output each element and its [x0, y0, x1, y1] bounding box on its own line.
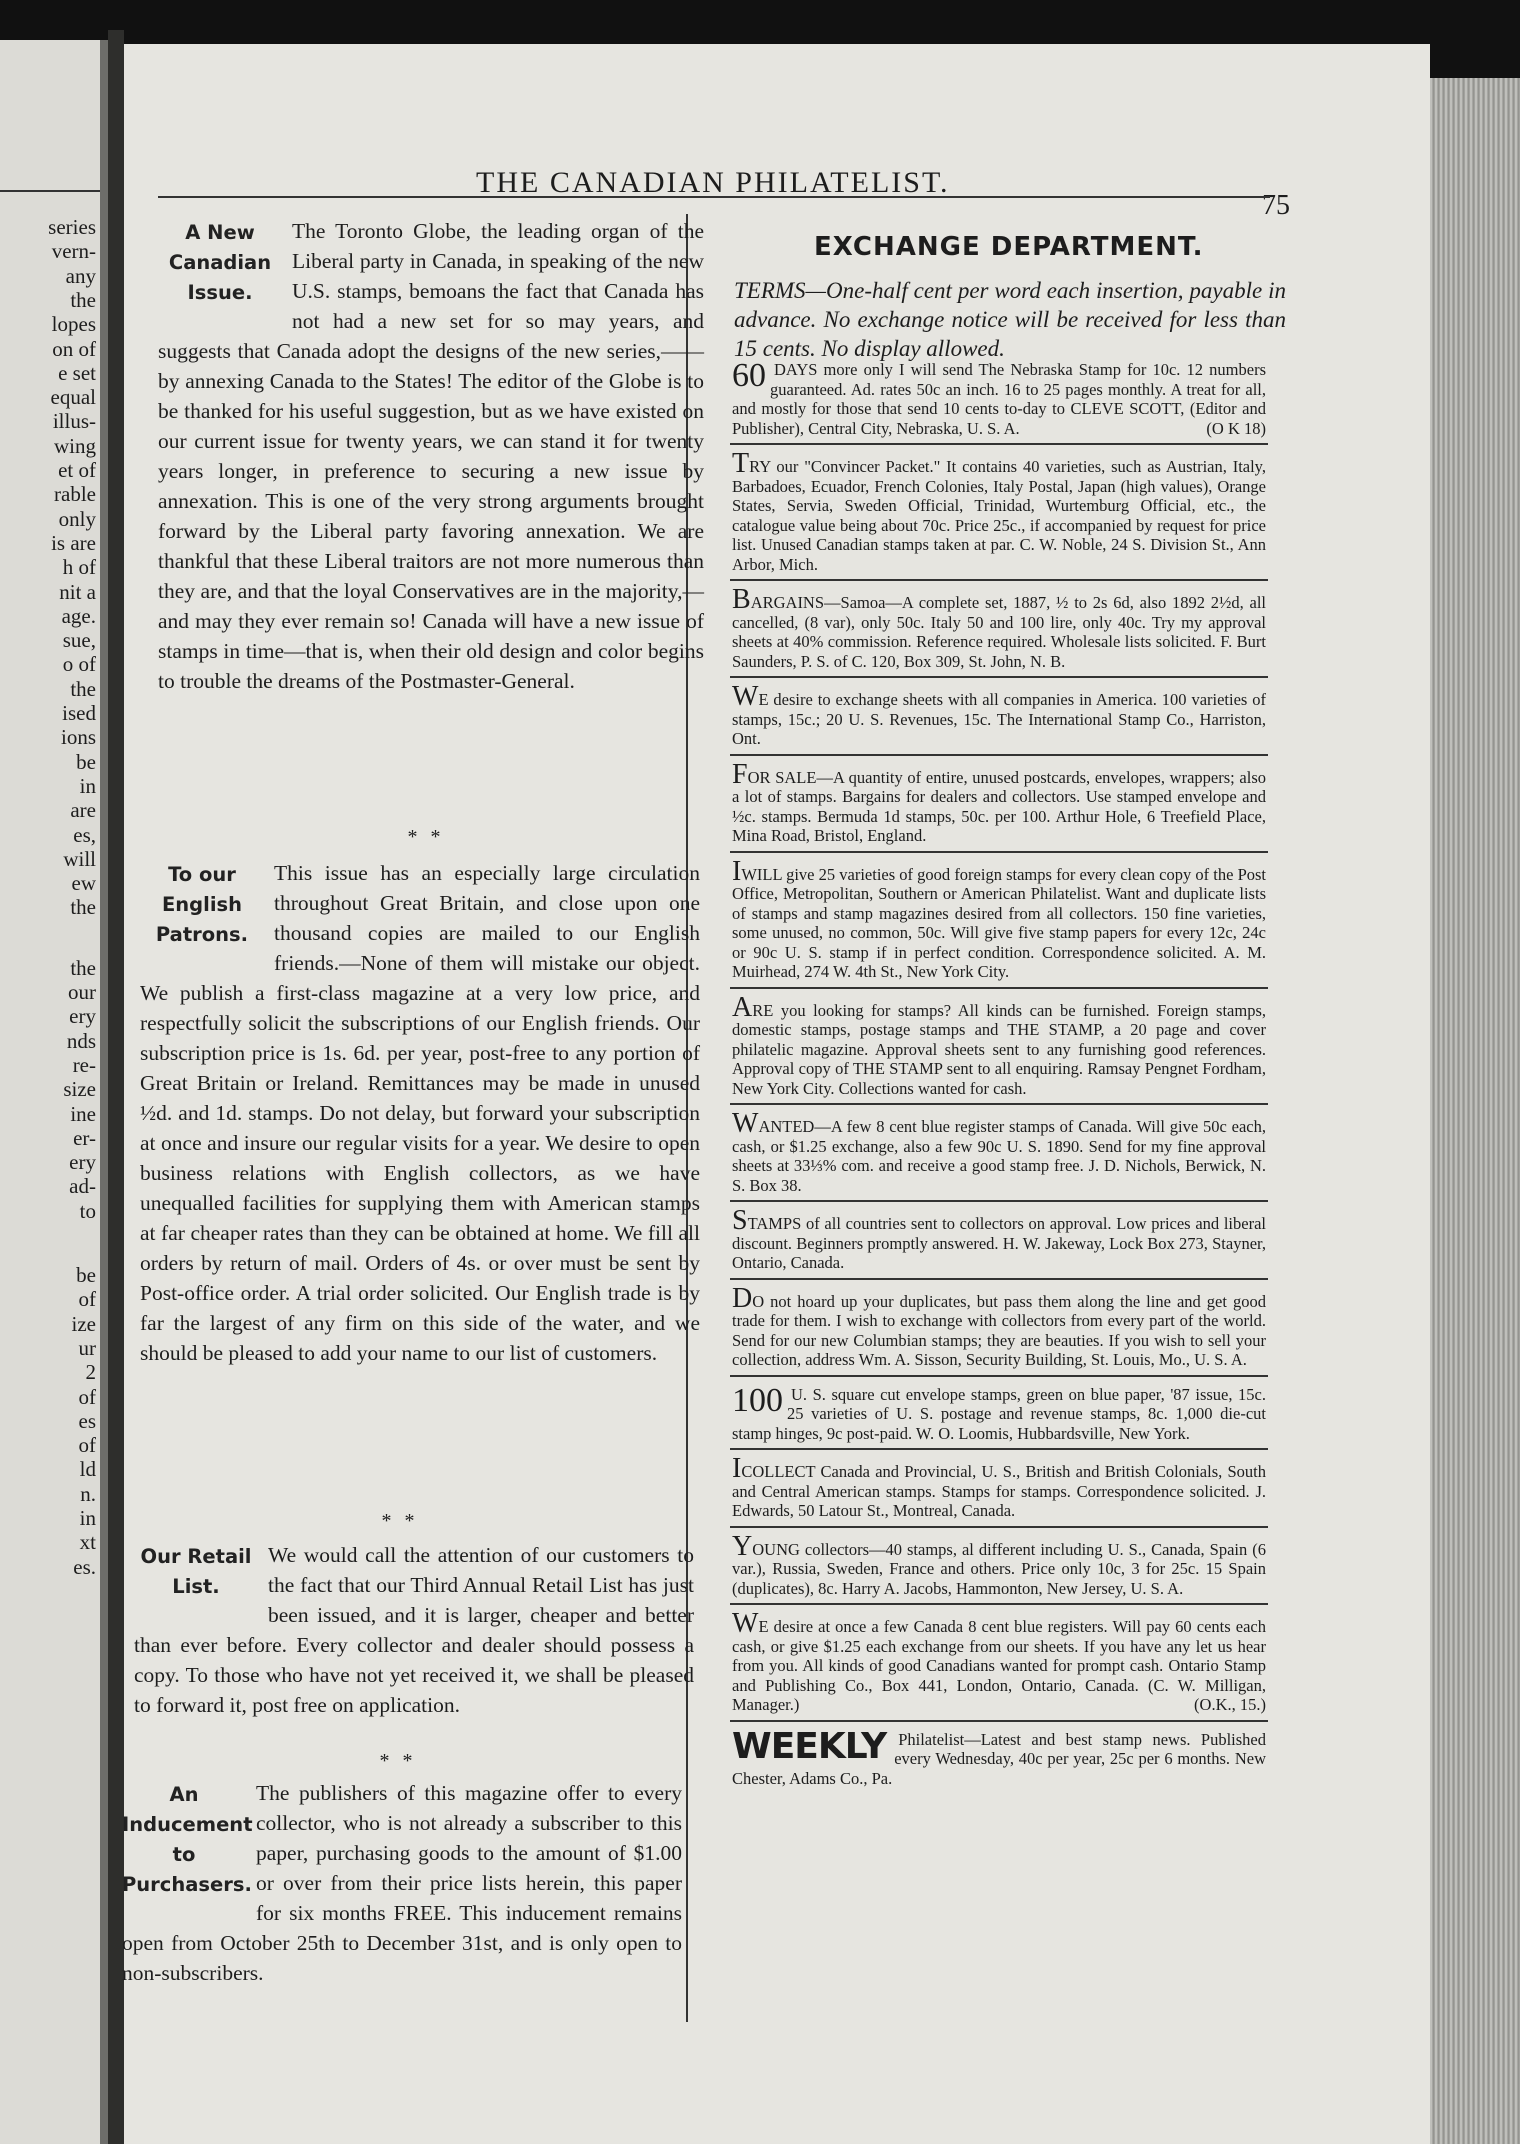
exchange-ad: [730, 584, 1268, 678]
left-page-fragment: es: [78, 1408, 96, 1433]
left-page-fragment: the: [70, 287, 96, 312]
left-page-fragment: illus-: [52, 409, 96, 434]
ad-text: O not hoard up your duplicates, but pass them along the line and get good trade for them. I wish to exchange with collectors from every part of the world. Send for our new Columbian stamps; they are beauties. If you wish to sell your collection, address Wm. A. Sisson, Security Building, St. Louis, Mo., U. S. A.: [732, 1291, 1266, 1369]
left-page-fragment: be: [76, 1263, 96, 1287]
left-page-fragment: of: [78, 1384, 96, 1409]
left-page-fragment: ew: [71, 871, 96, 896]
heading-inducement: An Inducement to Purchasers.: [122, 1783, 253, 1896]
exchange-ad: [730, 991, 1268, 1106]
left-page-fragment: ery: [69, 1150, 96, 1175]
left-page-fragment: ions: [60, 725, 96, 750]
left-page-fragment: series: [48, 215, 96, 239]
page-number: 75: [1262, 190, 1290, 221]
article-text: We would call the attention of our customers to the fact that our Third Annual Retail List has just been issued, and it is larger, cheaper and better than ever before. Every collector and dealer should possess a copy. To those who have not yet received it, we shall be pleased to forward it, post free on application.: [134, 1543, 694, 1717]
left-page-margin: [0, 40, 108, 2144]
left-page-fragment: n.: [80, 1481, 96, 1506]
left-page-fragment: is are: [51, 530, 96, 555]
ad-text: E desire to exchange sheets with all companies in America. 100 varieties of stamps, 15c.; 20 U. S. Revenues, 15c. The International Stamp Co., Harriston, Ont.: [732, 690, 1266, 748]
left-page-fragment: h of: [62, 555, 96, 580]
left-page-fragment: be: [76, 749, 96, 774]
left-page-fragment: ad-: [69, 1174, 96, 1199]
left-page-fragment: vern-: [51, 239, 96, 264]
exchange-terms: TERMS—One-half cent per word each insertion, payable in advance. No exchange notice will be received for less than 15 cents. No display allowed.: [734, 278, 1286, 361]
exchange-ad: [730, 1205, 1268, 1280]
exchange-ad: [730, 448, 1268, 581]
exchange-ad: [730, 1530, 1268, 1606]
ad-text: ANTED—A few 8 cent blue register stamps of Canada. Will give 50c each, cash, or $1.25 exchange, also a few 90c U. S. 1890. Send for my fine approval sheets at 33⅓% com. and receive a good stamp free. J. D. Nichols, Berwick, N. S. Box 38.: [732, 1117, 1266, 1195]
exchange-department-title: EXCHANGE DEPARTMENT.: [814, 232, 1204, 262]
left-page-fragment: ery: [69, 1004, 96, 1029]
left-page-fragment: et of: [58, 458, 96, 482]
ad-lead: WEEKLY: [732, 1725, 887, 1767]
ad-lead: I: [732, 1453, 742, 1484]
separator-stars: * *: [381, 1510, 419, 1532]
left-page-fragment: the: [70, 676, 96, 701]
article-text: This issue has an especially large circulation throughout Great Britain, and close upon one thousand copies are mailed to our English friends.—None of them will mistake our object. We publish a first-class magazine at a very low price, and respectfully solicit the subscriptions of our English friends. Our subscription price is 1s. 6d. per year, post-free to any portion of Great Britain or Ireland. Remittances may be made in unused ½d. and 1d. stamps. Do not delay, but forward your subscription at once and insure our regular visits for a year. We desire to open business relations with English collectors, as we have unequalled facilities for supplying them with American stamps at far cheaper rates than they can be obtained at home. We fill all orders by return of mail. Orders of 4s. or over must be sent by Post-office order. A trial order solicited. Our English trade is by far the largest of any firm on this side of the water, and we should be pleased to add your name to our list of customers.: [140, 861, 700, 1365]
ad-lead: W: [732, 1608, 759, 1639]
header-rule: [158, 196, 1270, 198]
ad-tag: (O K 18): [1206, 418, 1266, 438]
left-page-fragment: in: [79, 1506, 96, 1530]
left-page-fragment: size: [63, 1077, 96, 1102]
exchange-ad: [730, 1282, 1268, 1377]
left-page-fragment: re-: [72, 1052, 96, 1077]
ad-lead: I: [732, 855, 742, 887]
left-page-rule: [0, 190, 100, 192]
left-page-fragment: to: [79, 1198, 96, 1223]
article-inducement: [122, 1778, 682, 1988]
ad-lead: W: [732, 1108, 759, 1139]
left-page-fragment: on of: [52, 336, 96, 361]
page-stack-edges: [1430, 78, 1520, 2144]
exchange-ad: [730, 1453, 1268, 1528]
left-page-fragment: sue,: [62, 628, 96, 653]
heading-retail-list: Our Retail List.: [140, 1545, 252, 1598]
heading-english-patrons: To our English Patrons.: [155, 863, 249, 946]
ad-lead: B: [732, 584, 751, 615]
exchange-ad: [730, 681, 1268, 756]
left-page-fragment: our: [68, 980, 96, 1004]
exchange-ad: [730, 1725, 1268, 1794]
exchange-ad: [730, 1608, 1268, 1722]
ad-lead: F: [732, 758, 748, 790]
left-page-fragment: are: [70, 798, 96, 823]
ad-text: OUNG collectors—40 stamps, al different including U. S., Canada, Spain (6 var.), Russia, Sweden, France and others. Price only 10c, 3 for 25c. 15 Spain (duplicates), 8c. Harry A. Jacobs, Hammonton, New Jersey, U. S. A.: [732, 1539, 1266, 1598]
left-page-fragment: only: [58, 506, 96, 531]
ad-text: RY our "Convincer Packet." It contains 40 varieties, such as Austrian, Italy, Barbadoes, Ecuador, French Colonies, Italy Postal, Japan (high values), Orange States, Servia, Sweden Official, Trinidad, Wurtemburg Official, etc., the catalogue value being about 70c. Price 25c., if accompanied by request for price list. Unused Canadian stamps taken at par. C. W. Noble, 24 S. Division St., Ann Arbor, Mich.: [732, 457, 1266, 574]
exchange-ad: [730, 357, 1268, 445]
exchange-ad: [730, 1108, 1268, 1202]
left-page-fragment: ine: [70, 1101, 96, 1126]
left-page-fragment: the: [70, 895, 96, 920]
left-page-fragment: nit a: [59, 579, 96, 604]
ad-text: RE you looking for stamps? All kinds can be furnished. Foreign stamps, domestic stamps, postage stamps and THE STAMP, a 20 page and cover philatelic magazine. Approval sheets sent to any furnishing good references. Approval copy of THE STAMP sent to all enquiring. Ramsay Pengnet Fordham, New York City. Collections wanted for cash.: [732, 1000, 1266, 1098]
left-page-fragment: es,: [73, 822, 96, 847]
running-head: THE CANADIAN PHILATELIST.: [476, 166, 950, 199]
ad-lead: W: [732, 681, 759, 712]
left-page-fragment: es.: [73, 1554, 96, 1579]
left-page-fragment: age.: [61, 603, 96, 628]
exchange-ads: [730, 357, 1268, 1801]
ad-lead: D: [732, 1282, 753, 1314]
ad-lead: A: [732, 991, 753, 1023]
ad-lead: 60: [732, 357, 766, 394]
left-page-fragment: er-: [73, 1125, 96, 1150]
ad-text: ARGAINS—Samoa—A complete set, 1887, ½ to 2s 6d, also 1892 2½d, all cancelled, (8 var), only 50c. Italy 50 and 100 lire, only 40c. Try my approval sheets at 40% commission. Reference required. Wholesale lists solicited. F. Burt Saunders, P. S. of C. 120, Box 309, St. John, N. B.: [732, 593, 1266, 671]
ad-lead: T: [732, 448, 750, 479]
exchange-ad: [730, 1381, 1268, 1451]
ad-text: Philatelist—Latest and best stamp news. Published every Wednesday, 40c per year, 25c per 6 months. New Chester, Adams Co., Pa.: [732, 1729, 1266, 1788]
ad-text: TAMPS of all countries sent to collectors on approval. Low prices and liberal discount. Beginners promptly answered. H. W. Jakeway, Lock Box 273, Stayner, Ontario, Canada.: [732, 1214, 1266, 1272]
left-page-fragment: lopes: [51, 312, 96, 337]
left-page-fragment: the: [70, 955, 96, 980]
left-page-fragment: ised: [62, 701, 96, 725]
exchange-ad: [730, 855, 1268, 989]
ad-text: OR SALE—A quantity of entire, unused postcards, envelopes, wrappers; also a lot of stamps. Bargains for dealers and collectors. Use stamped envelope and ½c. stamps. Bermuda 1d stamps, 50c. per 100. Arthur Hole, 6 Treefield Place, Mina Road, Bristol, England.: [732, 767, 1266, 845]
ad-text: U. S. square cut envelope stamps, green on blue paper, '87 issue, 15c. 25 varieties of U. S. postage and revenue stamps, 8c. 1,000 die-cut stamp hinges, 9c post-paid. W. O. Loomis, Hubbardsville, New York.: [732, 1384, 1266, 1443]
left-page-fragment: ld: [79, 1457, 96, 1482]
ad-lead: Y: [732, 1530, 753, 1562]
left-page-edge: [100, 40, 108, 2144]
article-text: The Toronto Globe, the leading organ of the Liberal party in Canada, in speaking of the new U.S. stamps, bemoans the fact that Canada has not had a new set for so may years, and suggests that Canada adopt the designs of the new series,——by annexing Canada to the States! The editor of the Globe is to be thanked for his useful suggestion, but as we have existed on our current issue for twenty years, we can stand it for twenty years longer, in preference to securing a new issue by annexation. This is one of the very strong arguments brought forward by the Liberal party favoring annexation. We are thankful that these Liberal traitors are not more numerous than they are, and that the loyal Conservatives are in the majority,—and may they ever remain so! Canada will have a new issue of stamps in time—that is, when their old design and color begins to trouble the dreams of the Postmaster-General.: [158, 219, 704, 693]
left-page-fragment: will: [63, 846, 96, 871]
ad-text: E desire at once a few Canada 8 cent blue registers. Will pay 60 cents each cash, or give $1.25 each exchange from our sheets. If you have any let us hear from you. All kinds of good Canadians wanted for prompt cash. Ontario Stamp and Publishing Co., Box 441, London, Ontario, Canada. (C. W. Milligan, Manager.): [732, 1617, 1266, 1714]
exchange-ad: [730, 758, 1268, 853]
left-page-fragment: of: [78, 1287, 96, 1312]
article-text: The publishers of this magazine offer to every collector, who is not already a subscriber to this paper, purchasing goods to the amount of $1.00 or over from their price lists herein, this paper for six months FREE. This inducement remains open from October 25th to December 31st, and is only open to non-subscribers.: [122, 1781, 682, 1985]
ad-lead: S: [732, 1205, 748, 1236]
ad-tag: (O.K., 15.): [1194, 1695, 1266, 1714]
article-retail-list: [134, 1540, 694, 1720]
left-page-fragment: 2: [85, 1360, 96, 1385]
separator-stars: * *: [379, 1750, 417, 1772]
ad-lead: 100: [732, 1381, 783, 1419]
left-page-fragment: in: [79, 773, 96, 798]
left-page-fragment: nds: [66, 1028, 96, 1053]
ad-text: COLLECT Canada and Provincial, U. S., British and British Colonials, South and Central American stamps. Stamps for stamps. Correspondence solicited. J. Edwards, 50 Latour St., Montreal, Canada.: [732, 1462, 1266, 1520]
left-page-fragment: ur: [78, 1335, 96, 1360]
left-page-fragment: e set: [58, 360, 96, 385]
left-page-fragment: rable: [54, 482, 96, 507]
left-page-fragment: o of: [62, 652, 96, 677]
left-page-fragment: xt: [79, 1530, 96, 1555]
ad-text: WILL give 25 varieties of good foreign stamps for every clean copy of the Post Office, Metropolitan, Southern or American Philatelist. Want and duplicate lists of stamps and stamp magazines desired from all collectors. 150 fine varieties, some unused, no common, 50c. Will give five stamp papers for every 12c, 24c or 90c U. S. stamp if in perfect condition. Correspondence solicited. A. M. Muirhead, 274 W. 4th St., New York City.: [732, 864, 1266, 981]
article-english-patrons: [140, 858, 700, 1368]
left-page-fragment: of: [78, 1433, 96, 1458]
article-new-canadian-issue: [158, 216, 704, 696]
left-page-fragment: ize: [71, 1311, 96, 1336]
ad-text: DAYS more only I will send The Nebraska Stamp for 10c. 12 numbers guaranteed. Ad. rates 50c an inch. 16 to 25 pages monthly. A treat for all, and mostly for those that send 10 cents to-day to CLEVE SCOTT, (Editor and Publisher), Central City, Nebraska, U. S. A.: [732, 360, 1266, 438]
heading-new-canadian-issue: A New Canadian Issue.: [168, 221, 272, 304]
left-page-fragment: any: [65, 263, 96, 288]
left-page-fragment: equal: [50, 385, 96, 410]
left-page-fragment: wing: [54, 433, 96, 458]
separator-stars: * *: [407, 826, 445, 848]
